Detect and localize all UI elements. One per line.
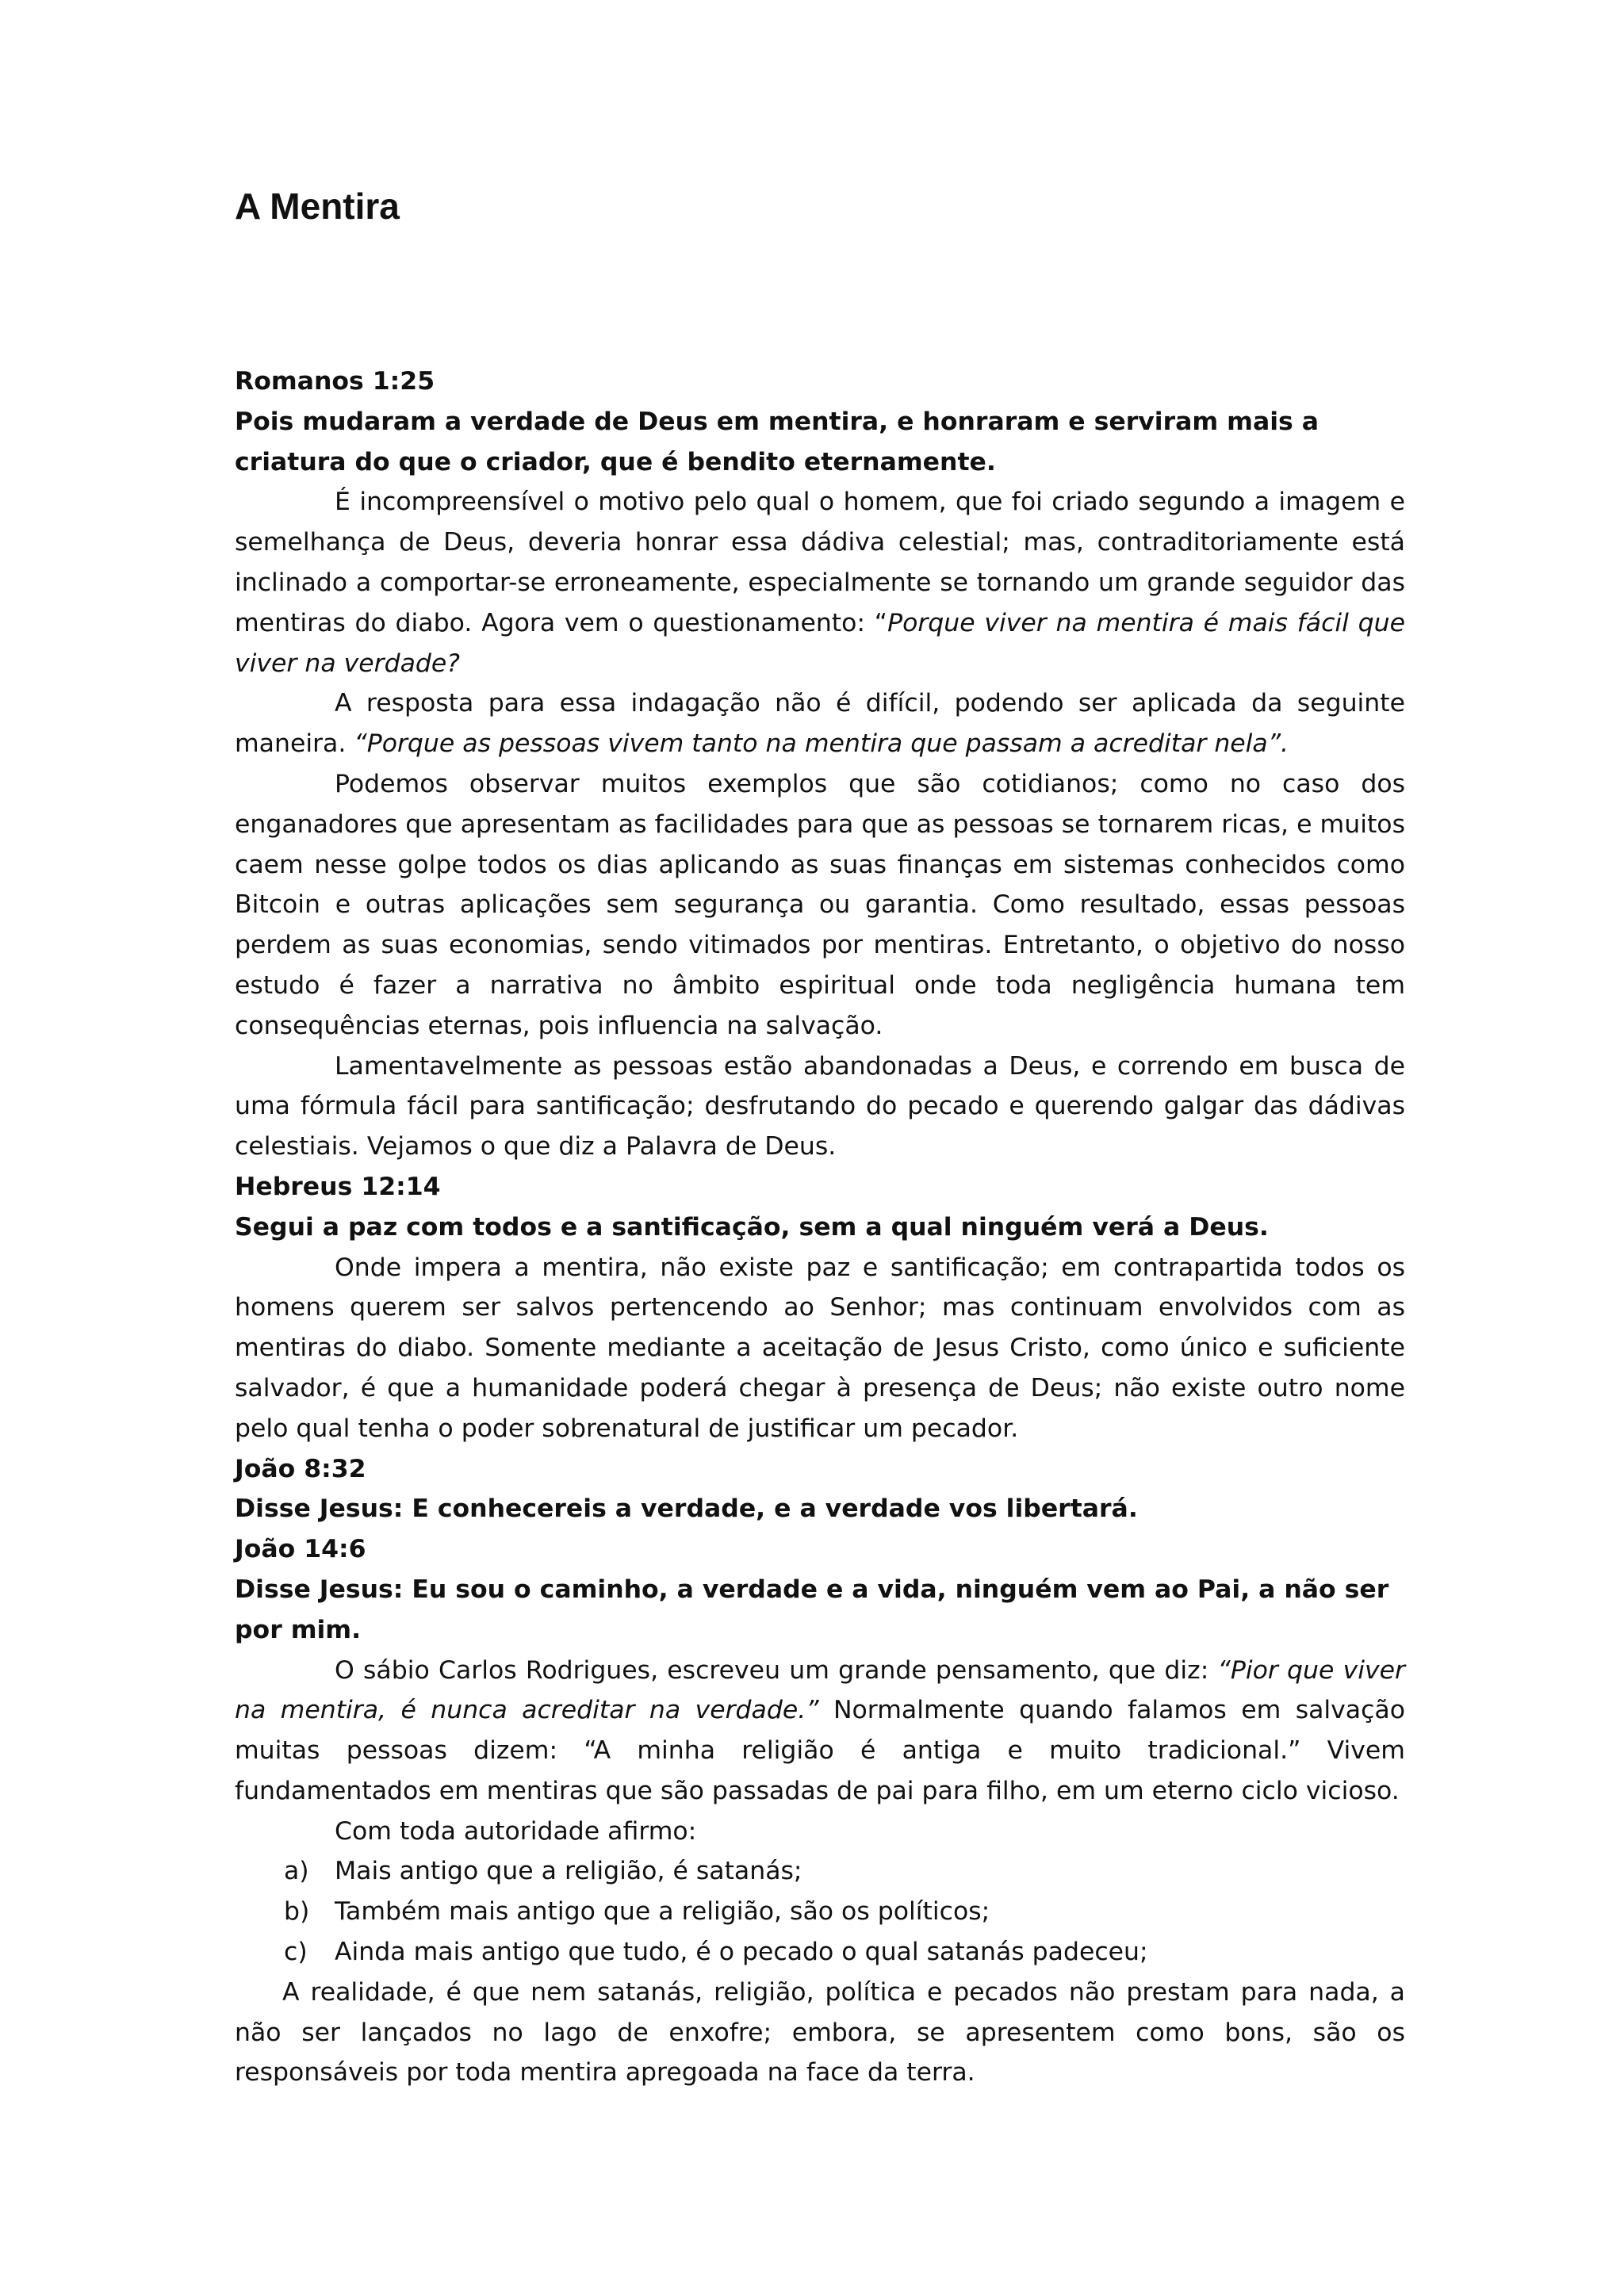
scripture-reference: Hebreus 12:14 xyxy=(235,1172,441,1201)
paragraph-text: A resposta para essa indagação não é difícil, podendo ser aplicada da seguinte maneira. xyxy=(235,689,1405,759)
scripture-reference: João 14:6 xyxy=(235,1535,366,1564)
scripture-reference: João 8:32 xyxy=(235,1454,366,1483)
paragraph-italic-text: “Porque as pessoas vivem tanto na mentira que passam a acreditar nela”. xyxy=(354,729,1289,759)
paragraph-text: É incompreensível o motivo pelo qual o homem, que foi criado segundo a imagem e semelhança de Deus, deveria honrar essa dádiva celestial; mas, contraditoriamente está inclinado a comportar-se erroneamente, especialmente se tornando um grande seguidor das mentiras do diabo. Agora vem o questionamento: “ xyxy=(235,488,1405,637)
paragraph: Lamentavelmente as pessoas estão abandonadas a Deus, e correndo em busca de uma fórmula fácil para santificação; desfrutando do pecado e querendo galgar das dádivas celestiais. Vejamos o que diz a Palavra de Deus. xyxy=(235,1051,1405,1161)
quote-italic-text: “Pior que viver na mentira, é nunca acreditar na verdade.” xyxy=(235,1655,1405,1725)
list-marker: b) xyxy=(284,1897,310,1927)
scripture-verse: Disse Jesus: E conhecereis a verdade, e a verdade vos libertará. xyxy=(235,1494,1138,1524)
statement-list xyxy=(235,1851,1405,1972)
list-marker: c) xyxy=(284,1938,308,1967)
list-item xyxy=(235,1932,1405,1973)
document-title: A Mentira xyxy=(235,186,400,227)
list-item-text: Mais antigo que a religião, é satanás; xyxy=(335,1857,802,1886)
scripture-verse: Pois mudaram a verdade de Deus em mentira, e honraram e serviram mais a criatura do que o criador, que é bendito eternamente. xyxy=(235,407,1320,476)
scripture-reference: Romanos 1:25 xyxy=(235,367,435,396)
list-item xyxy=(235,1851,1405,1892)
paragraph-text: O sábio Carlos Rodrigues, escreveu um grande pensamento, que diz: xyxy=(335,1655,1218,1685)
list-item-text: Também mais antigo que a religião, são os políticos; xyxy=(335,1897,990,1927)
paragraph-text: Normalmente quando falamos em salvação muitas pessoas dizem: “A minha religião é antiga e muito tradicional.” Vivem fundamentados em mentiras que são passadas de pai para filho, em um eterno ciclo vicioso. xyxy=(235,1696,1406,1805)
paragraph-italic-text: Porque viver na mentira é mais fácil que viver na verdade? xyxy=(235,608,1405,678)
paragraph: Com toda autoridade afirmo: xyxy=(335,1816,697,1846)
list-item xyxy=(235,1892,1405,1932)
paragraph: Onde impera a mentira, não existe paz e santificação; em contrapartida todos os homens querem ser salvos pertencendo ao Senhor; mas continuam envolvidos com as mentiras do diabo. Somente mediante a aceitação de Jesus Cristo, como único e suficiente salvador, é que a humanidade poderá chegar à presença de Deus; não existe outro nome pelo qual tenha o poder sobrenatural de justificar um pecador. xyxy=(235,1253,1405,1443)
scripture-verse: Segui a paz com todos e a santificação, sem a qual ninguém verá a Deus. xyxy=(235,1212,1269,1242)
list-item-text: Ainda mais antigo que tudo, é o pecado o qual satanás padeceu; xyxy=(335,1938,1148,1967)
paragraph xyxy=(235,482,1405,683)
scripture-verse: Disse Jesus: Eu sou o caminho, a verdade e a vida, ninguém vem ao Pai, a não ser por mim. xyxy=(235,1575,1389,1644)
paragraph xyxy=(235,683,1405,764)
paragraph: Podemos observar muitos exemplos que são cotidianos; como no caso dos enganadores que apresentam as facilidades para que as pessoas se tornarem ricas, e muitos caem nesse golpe todos os dias aplicando as suas finanças em sistemas conhecidos como Bitcoin e outras aplicações sem segurança ou garantia. Como resultado, essas pessoas perdem as suas economias, sendo vitimados por mentiras. Entretanto, o objetivo do nosso estudo é fazer a narrativa no âmbito espiritual onde toda negligência humana tem consequências eternas, pois influencia na salvação. xyxy=(235,769,1405,1040)
list-marker: a) xyxy=(284,1857,309,1886)
paragraph xyxy=(235,1651,1405,1812)
paragraph: A realidade, é que nem satanás, religião, política e pecados não prestam para nada, a não ser lançados no lago de enxofre; embora, se apresentem como bons, são os responsáveis por toda mentira apregoada na face da terra. xyxy=(235,1977,1405,2087)
document-body xyxy=(235,362,1405,2093)
document-page xyxy=(235,182,1405,2093)
